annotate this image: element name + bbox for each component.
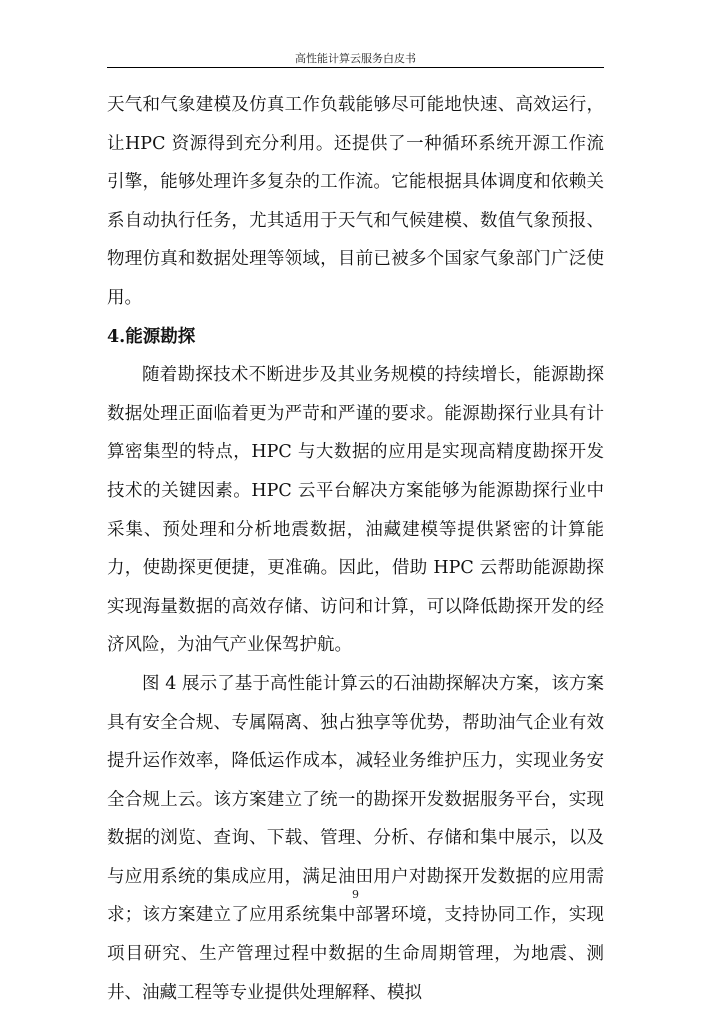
page-number: 9 bbox=[352, 888, 359, 901]
running-header: 高性能计算云服务白皮书 bbox=[295, 52, 416, 65]
section-heading: 4.能源勘探 bbox=[107, 326, 196, 347]
paragraph-figure-4-solution: 图 4 展示了基于高性能计算云的石油勘探解决方案，该方案具有安全合规、专属隔离、独占独享等优势，帮助油气企业有效提升运作效率，降低运作成本，减轻业务维护压力，实现业务安全合规上云。该方案建立了统一的勘探开发数据服务平台，实现数据的浏览、查询、下载、管理、分析、存储和集中展示，以及与应用系统的集成应用，满足油田用户对勘探开发数据的应用需求；该方案建立了应用系统集中部署环境，支持协同工作，实现项目研究、生产管理过程中数据的生命周期管理，为地震、测井、油藏工程等专业提供处理解释、模拟 bbox=[107, 673, 604, 1003]
paragraph-continued: 天气和气象建模及仿真工作负载能够尽可能地快速、高效运行，让HPC 资源得到充分利用。还提供了一种循环系统开源工作流引擎，能够处理许多复杂的工作流。它能根据具体调度和依赖关系自动执行任务，尤其适用于天气和气候建模、数值气象预报、物理仿真和数据处理等领域，目前已被多个国家气象部门广泛使用。 bbox=[107, 95, 604, 308]
body-text bbox=[107, 86, 604, 1012]
header-rule bbox=[107, 67, 604, 68]
paragraph-energy-exploration: 随着勘探技术不断进步及其业务规模的持续增长，能源勘探数据处理正面临着更为严苛和严谨的要求。能源勘探行业具有计算密集型的特点，HPC 与大数据的应用是实现高精度勘探开发技术的关键因素。HPC 云平台解决方案能够为能源勘探行业中采集、预处理和分析地震数据，油藏建模等提供紧密的计算能力，使勘探更便捷，更准确。因此，借助 HPC 云帮助能源勘探实现海量数据的高效存储、访问和计算，可以降低勘探开发的经济风险，为油气产业保驾护航。 bbox=[107, 365, 604, 656]
